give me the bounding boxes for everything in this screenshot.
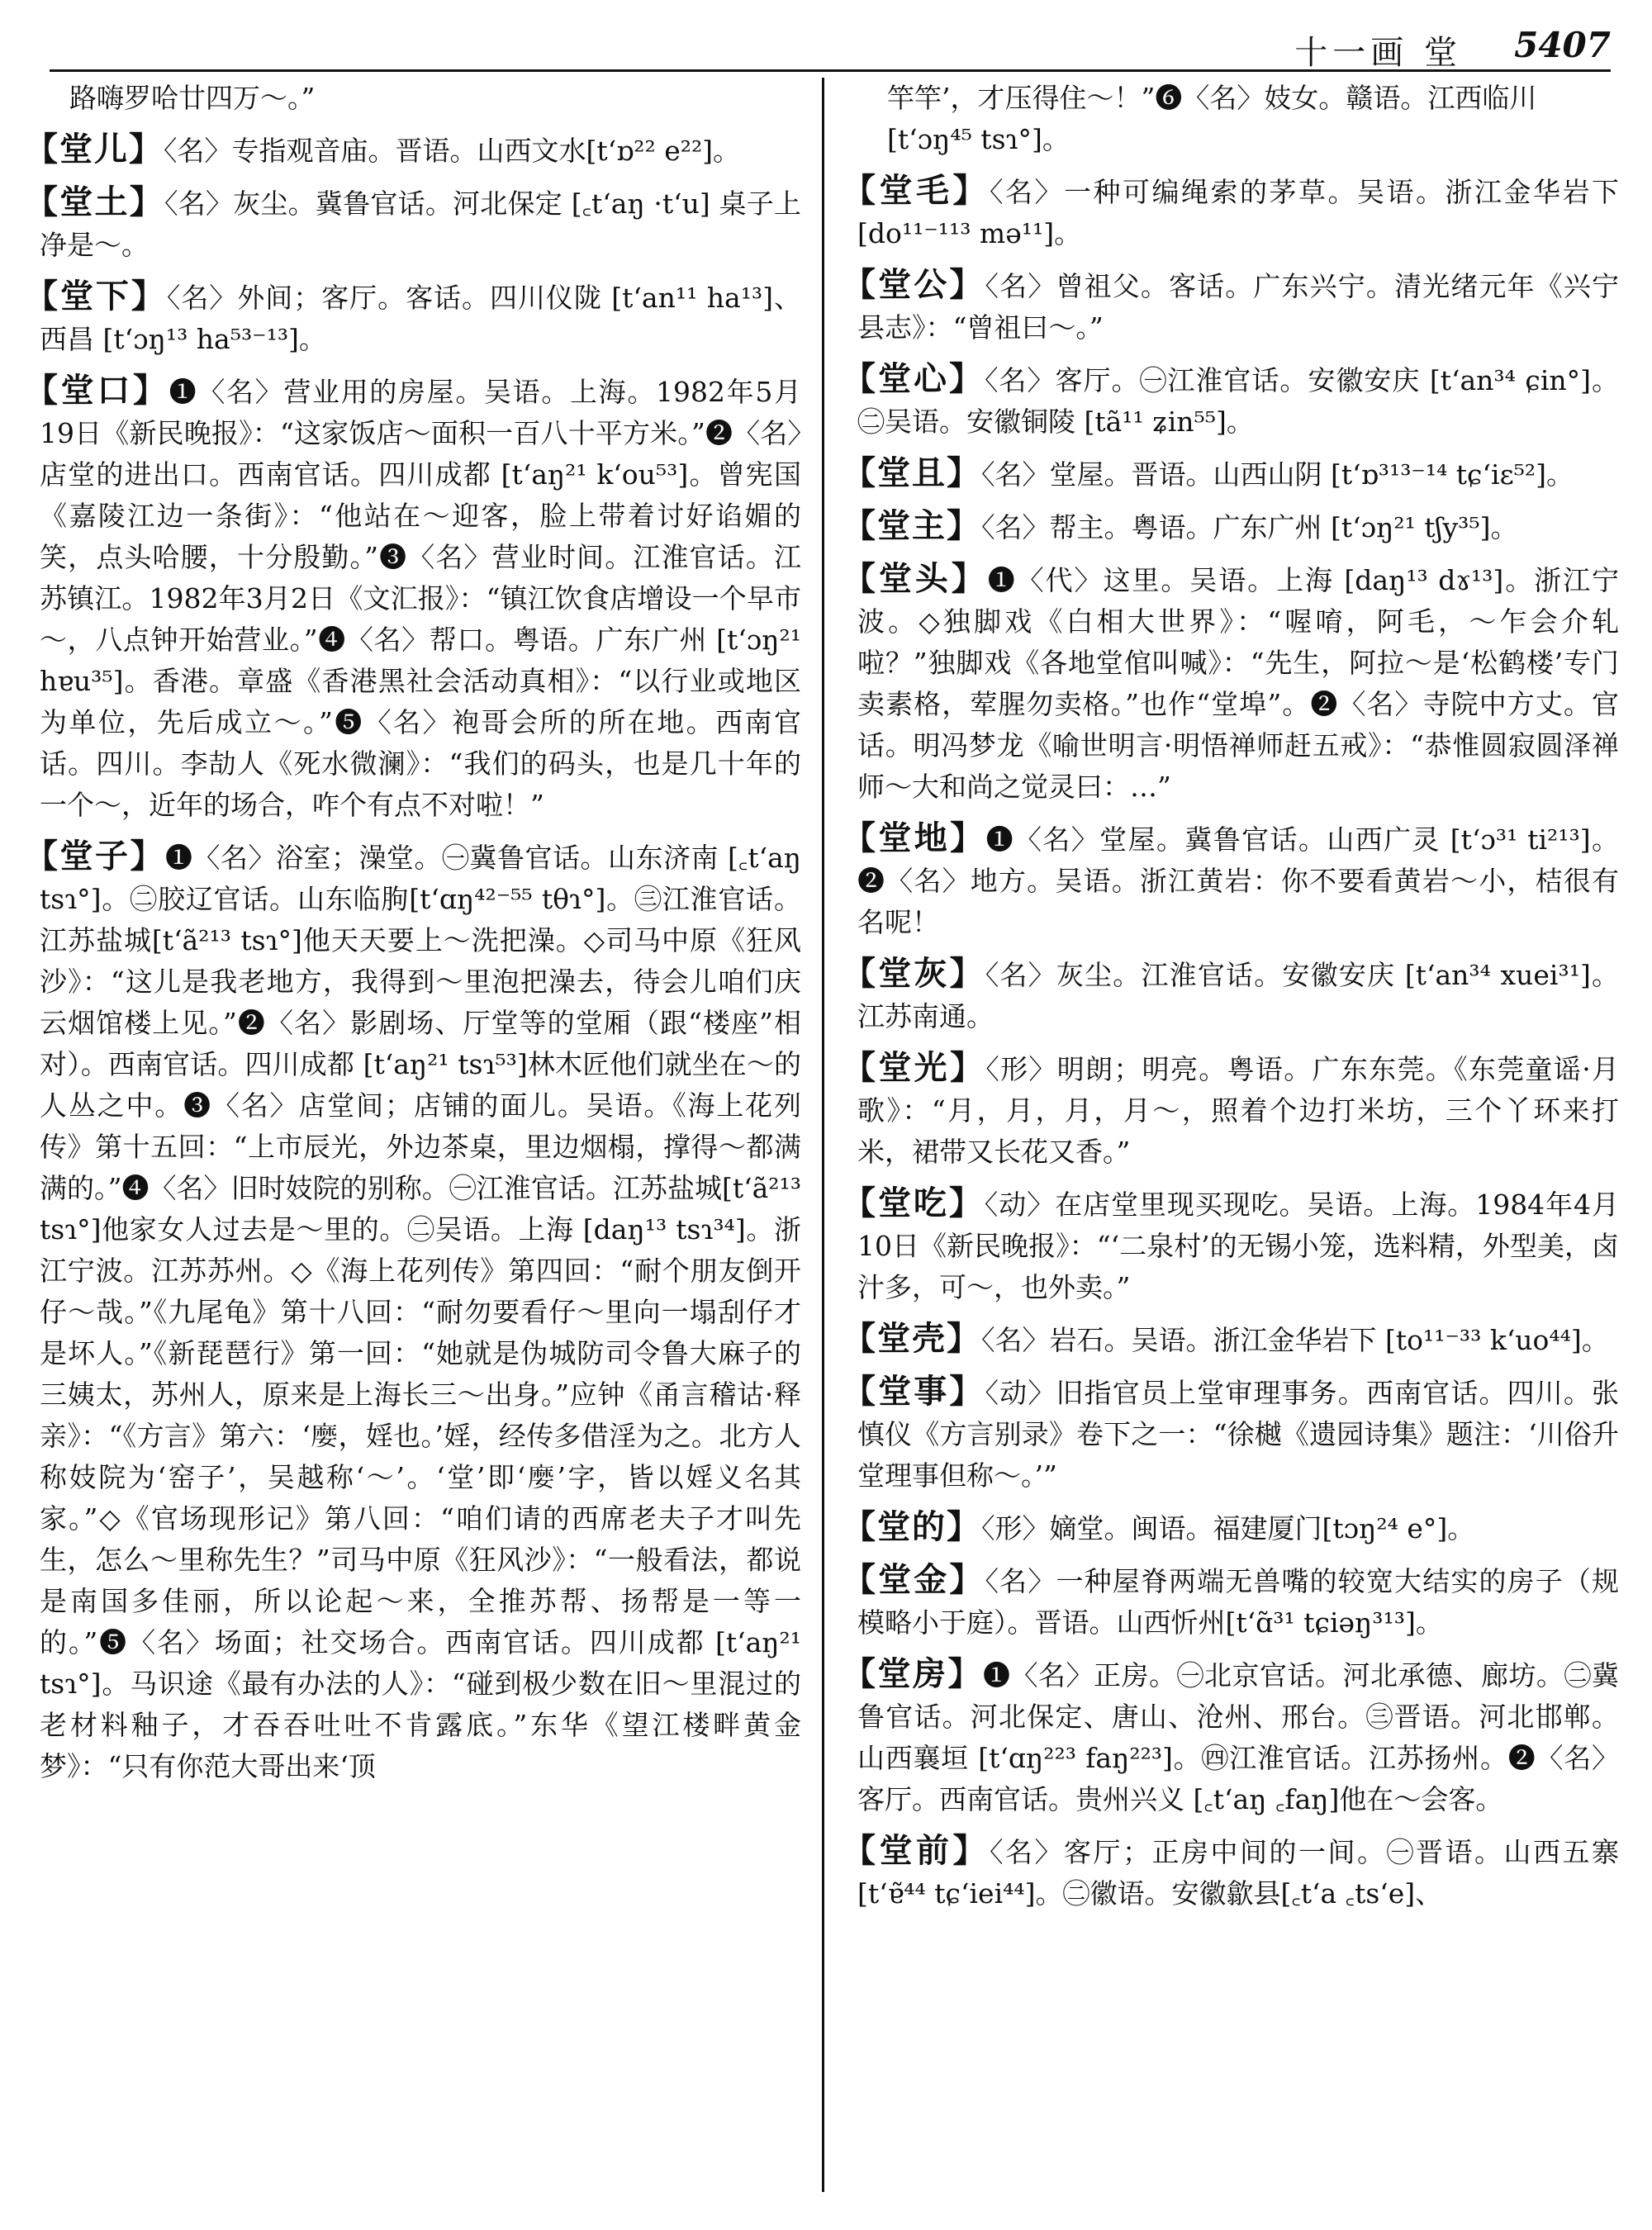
entry-headword: 【堂前】 bbox=[843, 1831, 990, 1870]
entry-headword: 【堂下】 bbox=[25, 277, 167, 316]
entry-headword: 【堂头】 bbox=[843, 559, 988, 598]
dictionary-entry bbox=[843, 1654, 1619, 1820]
entry-headword: 【堂心】 bbox=[843, 359, 985, 398]
entry-headword: 【堂灰】 bbox=[843, 954, 985, 993]
page-header bbox=[50, 15, 1611, 72]
dictionary-entry bbox=[843, 453, 1619, 496]
dictionary-entry bbox=[843, 170, 1619, 254]
column-divider bbox=[822, 78, 824, 2192]
entry-headword: 【堂主】 bbox=[843, 506, 981, 545]
entry-definition: 〈名〉灰尘。冀鲁官话。河北保定 [꜀tʻaŋ ·tʻu] 桌子上净是～。 bbox=[40, 187, 801, 261]
entry-definition: 〈名〉曾祖父。客话。广东兴宁。清光绪元年《兴宁县志》：“曾祖曰～。” bbox=[857, 270, 1619, 344]
entry-definition: 〈动〉旧指官员上堂审理事务。西南官话。四川。张慎仪《方言别录》卷下之一：“徐樾《遗园诗集》题注：‘川俗升堂理事但称～。’” bbox=[857, 1377, 1619, 1492]
entry-definition: ❶〈代〉这里。吴语。上海 [daŋ¹³ dɤ¹³]。浙江宁波。◇独脚戏《白相大世界》：“喔唷，阿毛，～乍会介轧啦？”独脚戏《各地堂倌叫喊》：“先生，阿拉～是‘松鹤楼’专门卖素格，荤腥勿卖格。”也作“堂埠”。❷〈名〉寺院中方丈。官话。明冯梦龙《喻世明言·明悟禅师赶五戒》：“恭惟圆寂圆泽禅师～大和尚之觉灵曰：…” bbox=[857, 564, 1619, 803]
dictionary-entry bbox=[843, 1830, 1619, 1914]
dictionary-entry bbox=[843, 953, 1619, 1037]
entry-headword: 【堂的】 bbox=[843, 1507, 981, 1546]
dictionary-entry bbox=[843, 1506, 1619, 1549]
entry-headword: 【堂公】 bbox=[843, 265, 985, 304]
dictionary-entry bbox=[843, 505, 1619, 548]
entry-definition: 〈名〉客厅；正房中间的一间。㊀晋语。山西五寨 [tʻɐ̃⁴⁴ tɕʻiei⁴⁴]。㊁徽语。安徽歙县[꜀tʻa ꜀tsʻe]、 bbox=[857, 1836, 1619, 1910]
entry-headword: 【堂光】 bbox=[843, 1048, 986, 1087]
entry-definition: 〈名〉外间；客厅。客话。四川仪陇 [tʻan¹¹ ha¹³]、西昌 [tʻɔŋ¹³ ha⁵³⁻¹³]。 bbox=[40, 282, 801, 355]
dictionary-entry bbox=[843, 358, 1619, 443]
entry-definition: ❶〈名〉正房。㊀北京官话。河北承德、廊坊。㊁冀鲁官话。河北保定、唐山、沧州、邢台。㊂晋语。河北邯郸。山西襄垣 [tʻɑŋ²²³ faŋ²²³]。㊃江淮官话。江苏扬州。❷〈名〉客厅。西南官话。贵州兴义 [꜀tʻaŋ ꜀faŋ]他在～会客。 bbox=[857, 1659, 1619, 1815]
dictionary-entry bbox=[25, 182, 801, 266]
entry-headword: 【堂房】 bbox=[843, 1654, 983, 1693]
entry-headword: 【堂事】 bbox=[843, 1372, 985, 1411]
entry-definition: 〈形〉明朗；明亮。粤语。广东东莞。《东莞童谣·月歌》：“月，月，月，月～，照着个边打米坊，三个丫环来打米，裙带又长花又香。” bbox=[857, 1053, 1619, 1168]
entry-headword: 【堂地】 bbox=[843, 818, 986, 857]
entry-headword: 【堂土】 bbox=[25, 183, 164, 221]
dictionary-entry bbox=[843, 264, 1619, 349]
left-column bbox=[25, 78, 801, 2217]
entry-headword: 【堂毛】 bbox=[843, 171, 990, 210]
entry-definition: ❶〈名〉堂屋。冀鲁官话。山西广灵 [tʻɔ³¹ ti²¹³]。❷〈名〉地方。吴语。浙江黄岩：你不要看黄岩～小，桔很有名呢！ bbox=[857, 823, 1619, 938]
dictionary-entry bbox=[25, 276, 801, 360]
entry-headword: 【堂壳】 bbox=[843, 1319, 981, 1358]
header-rule bbox=[50, 69, 1611, 72]
entry-headword: 【堂子】 bbox=[25, 837, 166, 875]
entry-definition: 〈形〉嫡堂。闽语。福建厦门[tɔŋ²⁴ e°]。 bbox=[981, 1512, 1475, 1544]
right-column bbox=[843, 78, 1619, 2217]
entry-headword: 【堂金】 bbox=[843, 1560, 985, 1599]
entry-definition: 〈名〉灰尘。江淮官话。安徽安庆 [tʻan³⁴ xuei³¹]。江苏南通。 bbox=[857, 959, 1619, 1032]
dictionary-entry bbox=[843, 1318, 1619, 1361]
entry-headword: 【堂儿】 bbox=[25, 130, 164, 168]
entry-definition: 〈名〉堂屋。晋语。山西山阴 [tʻɒ³¹³⁻¹⁴ tɕʻiɛ⁵²]。 bbox=[981, 458, 1574, 491]
entry-definition: 〈名〉一种屋脊两端无兽嘴的较宽大结实的房子（规模略小于庭）。晋语。山西忻州[tʻɑ̃³¹ tɕiəŋ³¹³]。 bbox=[857, 1565, 1619, 1639]
continued-entry-text: 竿竿’，才压得住～！”❻〈名〉妓女。赣语。江西临川 [tʻɔŋ⁴⁵ tsɿ°]。 bbox=[887, 82, 1537, 155]
dictionary-entry bbox=[843, 558, 1619, 808]
entry-definition: 〈动〉在店堂里现买现吃。吴语。上海。1984年4月10日《新民晚报》：“‘二泉村’的无锡小笼，选料精，外型美，卤汁多，可～，也外卖。” bbox=[857, 1189, 1619, 1303]
entry-definition: 〈名〉客厅。㊀江淮官话。安徽安庆 [tʻan³⁴ ɕin°]。㊁吴语。安徽铜陵 [tã¹¹ ʑin⁵⁵]。 bbox=[857, 364, 1619, 438]
entry-definition: ❶〈名〉浴室；澡堂。㊀冀鲁官话。山东济南 [꜀tʻaŋ tsɿ°]。㊁胶辽官话。山东临朐[tʻɑŋ⁴²⁻⁵⁵ tθɿ°]。㊂江淮官话。江苏盐城[tʻã²¹³ tsɿ°]他天天要上～洗把澡。◇司马中原《狂风沙》：“这儿是我老地方，我得到～里泡把澡去，待会儿咱们庆云烟馆楼上见。”❷〈名〉影剧场、厅堂等的堂厢（跟“楼座”相对）。西南官话。四川成都 [tʻaŋ²¹ tsɿ⁵³]林木匠他们就坐在～的人丛之中。❸〈名〉店堂间；店铺的面儿。吴语。《海上花列传》第十五回：“上市辰光，外边茶桌，里边烟榻，撑得～都满满的。”❹〈名〉旧时妓院的别称。㊀江淮官话。江苏盐城[tʻã²¹³ tsɿ°]他家女人过去是～里的。㊁吴语。上海 [daŋ¹³ tsɿ³⁴]。浙江宁波。江苏苏州。◇《海上花列传》第四回：“耐个朋友倒开仔～哉。”《九尾龟》第十八回：“耐勿要看仔～里向一塌刮仔才是坏人。”《新琵琶行》第一回：“她就是伪城防司令鲁大麻子的三姨太，苏州人，原来是上海长三～出身。”应钟《甬言稽诂·释亲》：“《方言》第六：‘𡡉，婬也。’婬，经传多借淫为之。北方人称妓院为‘窑子’，吴越称‘～’。‘堂’即‘𡡉’字，皆以婬义名其家。”◇《官场现形记》第八回：“咱们请的西席老夫子才叫先生，怎么～里称先生？”司马中原《狂风沙》：“一般看法，都说是南国多佳丽，所以论起～来，全推苏帮、扬帮是一等一的。”❺〈名〉场面；社交场合。西南官话。四川成都 [tʻaŋ²¹ tsɿ°]。马识途《最有办法的人》：“碰到极少数在旧～里混过的老材料釉子，才吞吞吐吐不肯露底。”东华《望江楼畔黄金梦》：“只有你范大哥出来‘顶 bbox=[40, 842, 801, 1782]
dictionary-entry bbox=[843, 818, 1619, 943]
entry-definition: ❶〈名〉营业用的房屋。吴语。上海。1982年5月19日《新民晚报》：“这家饭店～面积一百八十平方米。”❷〈名〉店堂的进出口。西南官话。四川成都 [tʻaŋ²¹ kʻou⁵³]。曾宪国《嘉陵江边一条街》：“他站在～迎客，脸上带着讨好谄媚的笑，点头哈腰，十分殷勤。”❸〈名〉营业时间。江淮官话。江苏镇江。1982年3月2日《文汇报》：“镇江饮食店增设一个早市～，八点钟开始营业。”❹〈名〉帮口。粤语。广东广州 [tʻɔŋ²¹ hɐu³⁵]。香港。章盛《香港黑社会活动真相》：“以行业或地区为单位，先后成立～。”❺〈名〉袍哥会所的所在地。西南官话。四川。李劼人《死水微澜》：“我们的码头，也是几十年的一个～，近年的场合，咋个有点不对啦！” bbox=[40, 376, 801, 821]
dictionary-entry bbox=[843, 1371, 1619, 1497]
continued-entry-text: 路嗨罗哈廿四万～。” bbox=[69, 82, 316, 114]
dictionary-entry bbox=[25, 129, 801, 172]
dictionary-entry bbox=[843, 1183, 1619, 1308]
entry-headword: 【堂吃】 bbox=[843, 1184, 985, 1222]
entry-definition: 〈名〉岩石。吴语。浙江金华岩下 [to¹¹⁻³³ kʻuo⁴⁴]。 bbox=[981, 1324, 1609, 1356]
entry-definition: 〈名〉专指观音庙。晋语。山西文水[tʻɒ²² e²²]。 bbox=[164, 135, 741, 167]
entry-definition: 〈名〉一种可编绳索的茅草。吴语。浙江金华岩下 [do¹¹⁻¹¹³ mə¹¹]。 bbox=[857, 176, 1619, 249]
entry-headword: 【堂且】 bbox=[843, 453, 981, 492]
dictionary-entry bbox=[843, 1559, 1619, 1644]
running-head-title: 十一画 堂 bbox=[1294, 34, 1462, 72]
page-number: 5407 bbox=[1514, 25, 1611, 65]
dictionary-entry bbox=[25, 836, 801, 1787]
entry-headword: 【堂口】 bbox=[25, 371, 169, 410]
entry-definition: 〈名〉帮主。粤语。广东广州 [tʻɔŋ²¹ tʃy³⁵]。 bbox=[981, 511, 1518, 543]
dictionary-entry bbox=[25, 370, 801, 826]
dictionary-entry bbox=[843, 1047, 1619, 1173]
